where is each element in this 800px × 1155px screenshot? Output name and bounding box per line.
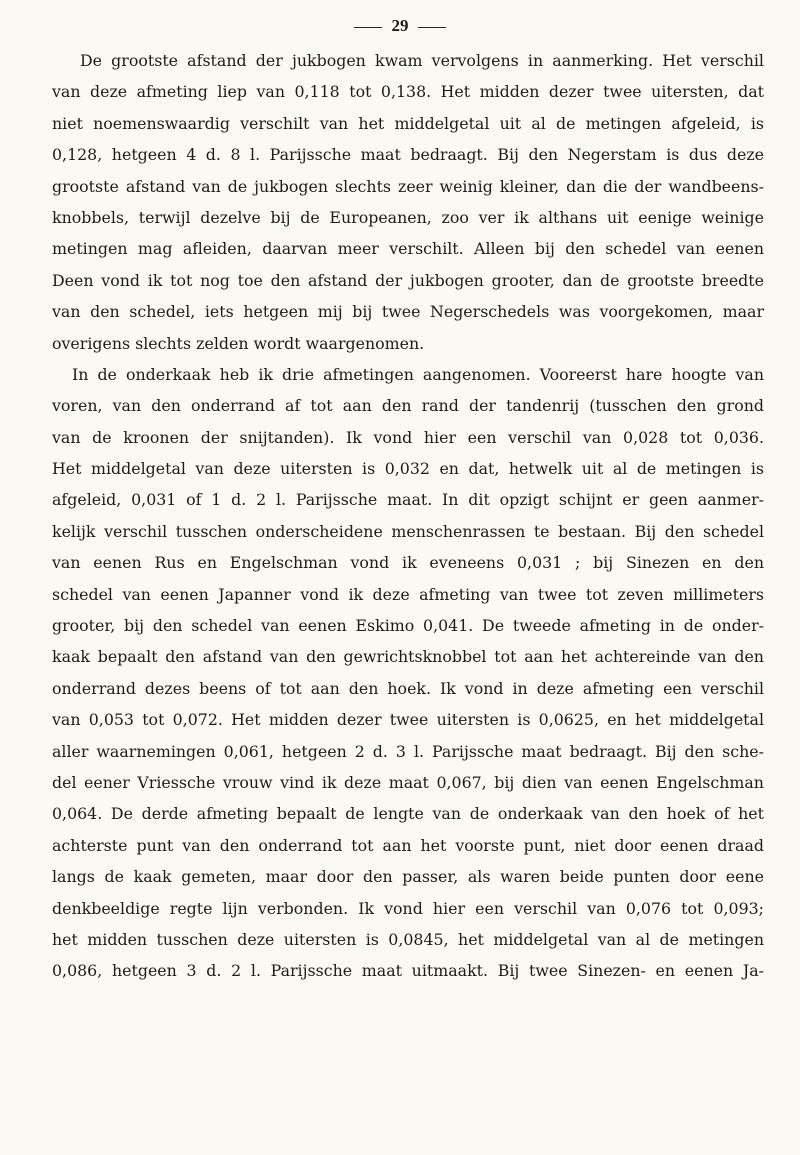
text-line: grootste afstand van de jukbogen slechts zeer weinig kleiner, dan die der wandbeens- [52,176,764,196]
text-line: niet noemenswaardig verschilt van het middelgetal uit al de metingen afgeleid, is [52,113,764,133]
header-rule-right [418,27,446,28]
text-line: afgeleid, 0,031 of 1 d. 2 l. Parijssche maat. In dit opzigt schijnt er geen aanmer- [52,490,764,510]
text-line: 0,086, hetgeen 3 d. 2 l. Parijssche maat uitmaakt. Bij twee Sinezen- en eenen Ja- [52,961,764,981]
page-number: 29 [391,16,409,35]
text-line: De grootste afstand der jukbogen kwam vervolgens in aanmerking. Het verschil [80,51,764,70]
text-line: van eenen Rus en Engelschman vond ik eveneens 0,031 ; bij Sinezen en den [52,553,764,573]
text-line: metingen mag afleiden, daarvan meer verschilt. Alleen bij den schedel van eenen [52,239,764,259]
text-line: van deze afmeting liep van 0,118 tot 0,138. Het midden dezer twee uitersten, dat [52,82,764,102]
text-line: grooter, bij den schedel van eenen Eskimo 0,041. De tweede afmeting in de onder- [52,616,764,636]
text-line: van den schedel, iets hetgeen mij bij twee Negerschedels was voorgekomen, maar [52,302,764,322]
text-line: schedel van eenen Japanner vond ik deze afmeting van twee tot zeven millimeters [52,584,764,604]
page-header [0,16,800,36]
text-line: Deen vond ik tot nog toe den afstand der jukbogen grooter, dan de grootste breedte [52,270,764,290]
text-line: achterste punt van den onderrand tot aan het voorste punt, niet door eenen draad [52,835,764,855]
text-line: del eener Vriessche vrouw vind ik deze maat 0,067, bij dien van eenen Engelschman [52,772,764,792]
text-line: 0,128, hetgeen 4 d. 8 l. Parijssche maat bedraagt. Bij den Negerstam is dus deze [52,145,764,165]
text-line: onderrand dezes beens of tot aan den hoek. Ik vond in deze afmeting een verschil [52,678,764,698]
text-line: het midden tusschen deze uitersten is 0,0845, het middelgetal van al de metingen [52,929,764,949]
text-line: kelijk verschil tusschen onderscheidene menschenrassen te bestaan. Bij den schedel [52,521,764,541]
body-text [52,45,764,987]
text-line: denkbeeldige regte lijn verbonden. Ik vond hier een verschil van 0,076 tot 0,093; [52,898,764,918]
text-line: langs de kaak gemeten, maar door den passer, als waren beide punten door eene [52,867,764,887]
header-rule-left [354,27,382,28]
text-line: knobbels, terwijl dezelve bij de Europeanen, zoo ver ik althans uit eenige weinige [52,207,764,227]
text-line: In de onderkaak heb ik drie afmetingen aangenomen. Vooreerst hare hoogte van [72,364,764,384]
text-line: 0,064. De derde afmeting bepaalt de lengte van de onderkaak van den hoek of het [52,804,764,824]
text-line: overigens slechts zelden wordt waargenomen. [52,333,425,353]
text-line: aller waarnemingen 0,061, hetgeen 2 d. 3 l. Parijssche maat bedraagt. Bij den sche- [52,741,764,761]
text-line: voren, van den onderrand af tot aan den rand der tandenrij (tusschen den grond [52,396,764,416]
text-line: Het middelgetal van deze uitersten is 0,032 en dat, hetwelk uit al de metingen is [52,459,764,479]
text-line: van 0,053 tot 0,072. Het midden dezer twee uitersten is 0,0625, en het middelgetal [52,710,764,730]
text-line: kaak bepaalt den afstand van den gewrichtsknobbel tot aan het achtereinde van den [52,647,764,667]
text-line: van de kroonen der snijtanden). Ik vond hier een verschil van 0,028 tot 0,036. [52,427,764,447]
